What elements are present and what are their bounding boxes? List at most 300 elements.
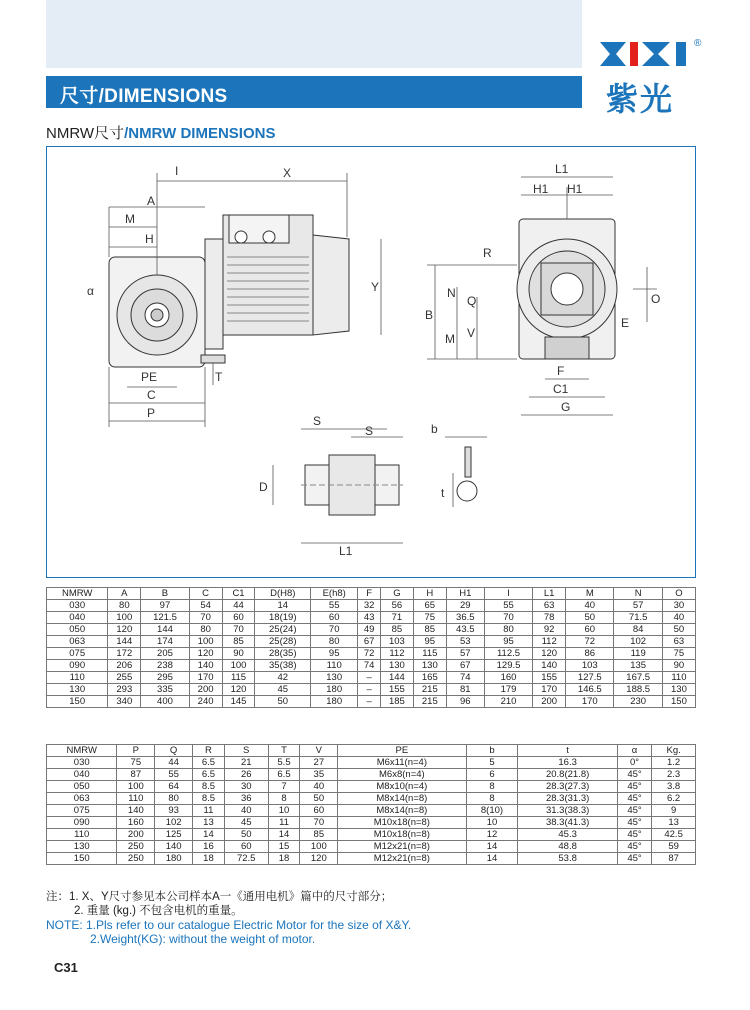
table-cell: 8(10) xyxy=(466,805,518,817)
table-cell: 100 xyxy=(300,841,338,853)
table-cell: 9 xyxy=(652,805,696,817)
table-cell: 206 xyxy=(108,660,141,672)
table-cell: 45 xyxy=(255,684,311,696)
table-cell: 255 xyxy=(108,672,141,684)
table-row xyxy=(47,853,696,865)
table-cell: 100 xyxy=(189,636,222,648)
table-cell: 32 xyxy=(358,600,381,612)
table-cell: 18 xyxy=(268,853,300,865)
table-cell: 50 xyxy=(224,829,268,841)
subtitle-en: /NMRW DIMENSIONS xyxy=(124,125,276,142)
table-cell: 135 xyxy=(614,660,662,672)
table-cell: 125 xyxy=(155,829,193,841)
table-cell: 60 xyxy=(566,624,614,636)
table-cell: 050 xyxy=(47,781,117,793)
table-header-row xyxy=(47,745,696,757)
table-cell: 27 xyxy=(300,757,338,769)
column-header: O xyxy=(662,588,695,600)
column-header: Kg. xyxy=(652,745,696,757)
table-cell: – xyxy=(358,672,381,684)
header-band xyxy=(46,0,582,68)
table-cell: 30 xyxy=(662,600,695,612)
label-S-1: S xyxy=(313,414,322,428)
table-cell: 160 xyxy=(117,817,155,829)
table-cell: 6 xyxy=(466,769,518,781)
label-V: V xyxy=(467,326,476,340)
table-cell: 170 xyxy=(533,684,566,696)
table-cell: 127.5 xyxy=(566,672,614,684)
dimensions-table-1 xyxy=(46,587,696,708)
table-cell: 120 xyxy=(222,684,255,696)
table-cell: M8x14(n=8) xyxy=(338,793,466,805)
table-cell: 180 xyxy=(311,696,358,708)
column-header: B xyxy=(141,588,189,600)
column-header: α xyxy=(617,745,651,757)
table-cell: 45° xyxy=(617,769,651,781)
table-cell: – xyxy=(358,696,381,708)
column-header: NMRW xyxy=(47,588,108,600)
table-cell: 063 xyxy=(47,793,117,805)
label-P: P xyxy=(147,406,156,420)
table-cell: 57 xyxy=(446,648,484,660)
table-cell: 200 xyxy=(117,829,155,841)
table-cell: 50 xyxy=(566,612,614,624)
column-header: G xyxy=(380,588,413,600)
label-L1: L1 xyxy=(555,162,569,176)
table-cell: 115 xyxy=(222,672,255,684)
table-cell: 11 xyxy=(193,805,225,817)
table-cell: 0° xyxy=(617,757,651,769)
table-cell: 144 xyxy=(108,636,141,648)
table-cell: M6x11(n=4) xyxy=(338,757,466,769)
table-cell: 050 xyxy=(47,624,108,636)
label-N: N xyxy=(447,286,456,300)
table-cell: 35 xyxy=(300,769,338,781)
table-cell: 140 xyxy=(533,660,566,672)
table-cell: 2.3 xyxy=(652,769,696,781)
table-cell: 030 xyxy=(47,600,108,612)
table-cell: 95 xyxy=(484,636,532,648)
table-cell: 80 xyxy=(311,636,358,648)
table-cell: 80 xyxy=(155,793,193,805)
table-cell: 93 xyxy=(155,805,193,817)
column-header: C1 xyxy=(222,588,255,600)
table-cell: 87 xyxy=(652,853,696,865)
note-en-1: NOTE: 1.Pls refer to our catalogue Electric Motor for the size of X&Y. xyxy=(46,918,412,932)
table-cell: 63 xyxy=(533,600,566,612)
table-cell: 170 xyxy=(566,696,614,708)
table-cell: 55 xyxy=(311,600,358,612)
table-body xyxy=(47,757,696,865)
table-cell: – xyxy=(358,684,381,696)
table-cell: 030 xyxy=(47,757,117,769)
table-cell: 70 xyxy=(311,624,358,636)
table-cell: 335 xyxy=(141,684,189,696)
table-cell: 040 xyxy=(47,612,108,624)
table-cell: 8 xyxy=(466,793,518,805)
column-header: C xyxy=(189,588,222,600)
table-cell: 10 xyxy=(466,817,518,829)
table-cell: 44 xyxy=(222,600,255,612)
table-cell: 59 xyxy=(652,841,696,853)
label-PE: PE xyxy=(141,370,158,384)
table-cell: 50 xyxy=(255,696,311,708)
table-cell: 188.5 xyxy=(614,684,662,696)
label-Q: Q xyxy=(467,294,477,308)
table-cell: 130 xyxy=(413,660,446,672)
table-cell: 63 xyxy=(662,636,695,648)
table-cell: 95 xyxy=(413,636,446,648)
label-L1-shaft: L1 xyxy=(339,544,353,558)
hollow-shaft-detail xyxy=(273,429,487,543)
table-cell: 36 xyxy=(224,793,268,805)
table-cell: 11 xyxy=(268,817,300,829)
table-row xyxy=(47,793,696,805)
table-cell: 85 xyxy=(222,636,255,648)
table-cell: 250 xyxy=(117,853,155,865)
label-t: t xyxy=(441,486,445,500)
table-cell: 96 xyxy=(446,696,484,708)
table-cell: 49 xyxy=(358,624,381,636)
table-cell: 35(38) xyxy=(255,660,311,672)
table-cell: 110 xyxy=(662,672,695,684)
table-cell: 100 xyxy=(117,781,155,793)
table-cell: 102 xyxy=(614,636,662,648)
table-cell: 40 xyxy=(566,600,614,612)
table-cell: 240 xyxy=(189,696,222,708)
table-cell: 43.5 xyxy=(446,624,484,636)
table-cell: 110 xyxy=(117,793,155,805)
table-cell: 110 xyxy=(47,829,117,841)
table-cell: 146.5 xyxy=(566,684,614,696)
ziguang-logo-icon xyxy=(596,40,696,70)
table-cell: 090 xyxy=(47,660,108,672)
table-cell: 293 xyxy=(108,684,141,696)
label-S-2: S xyxy=(365,424,374,438)
table-cell: 80 xyxy=(484,624,532,636)
dimension-drawing-svg xyxy=(47,147,697,579)
table-cell: 102 xyxy=(155,817,193,829)
table-cell: 130 xyxy=(47,684,108,696)
table-cell: 140 xyxy=(117,805,155,817)
table-cell: 95 xyxy=(311,648,358,660)
table-cell: 110 xyxy=(311,660,358,672)
table-cell: 60 xyxy=(222,612,255,624)
table-cell: 14 xyxy=(466,841,518,853)
table-cell: 18(19) xyxy=(255,612,311,624)
table-cell: 90 xyxy=(222,648,255,660)
table-cell: 70 xyxy=(222,624,255,636)
table-cell: 112 xyxy=(533,636,566,648)
table-cell: 130 xyxy=(311,672,358,684)
table-cell: 40 xyxy=(224,805,268,817)
column-header: b xyxy=(466,745,518,757)
table-cell: M12x21(n=8) xyxy=(338,853,466,865)
table-cell: 103 xyxy=(380,636,413,648)
column-header: PE xyxy=(338,745,466,757)
table-row xyxy=(47,672,696,684)
table-cell: 119 xyxy=(614,648,662,660)
table-row xyxy=(47,781,696,793)
table-cell: 14 xyxy=(193,829,225,841)
table-cell: 70 xyxy=(189,612,222,624)
table-cell: 28(35) xyxy=(255,648,311,660)
table-cell: 100 xyxy=(222,660,255,672)
table-cell: 28.3(27.3) xyxy=(518,781,617,793)
table-cell: 075 xyxy=(47,648,108,660)
table-cell: 5 xyxy=(466,757,518,769)
table-row xyxy=(47,841,696,853)
table-cell: 075 xyxy=(47,805,117,817)
table-cell: 60 xyxy=(300,805,338,817)
subtitle-cn: NMRW尺寸 xyxy=(46,125,125,142)
label-H1-right: H1 xyxy=(567,182,583,196)
table-row xyxy=(47,817,696,829)
label-M: M xyxy=(125,212,135,226)
column-header: V xyxy=(300,745,338,757)
label-Y: Y xyxy=(371,280,380,294)
table-cell: 063 xyxy=(47,636,108,648)
table-cell: 20.8(21.8) xyxy=(518,769,617,781)
table-cell: 57 xyxy=(614,600,662,612)
table-cell: 45° xyxy=(617,805,651,817)
table-row xyxy=(47,648,696,660)
table-cell: 38.3(41.3) xyxy=(518,817,617,829)
label-T: T xyxy=(215,370,223,384)
table-header-row xyxy=(47,588,696,600)
table-cell: 167.5 xyxy=(614,672,662,684)
table-cell: 28.3(31.3) xyxy=(518,793,617,805)
table-cell: M10x18(n=8) xyxy=(338,829,466,841)
table-cell: 85 xyxy=(413,624,446,636)
column-header: F xyxy=(358,588,381,600)
table-cell: 45° xyxy=(617,781,651,793)
label-X: X xyxy=(283,166,292,180)
gearbox-side-view xyxy=(517,219,617,359)
table-cell: 65 xyxy=(413,600,446,612)
table-cell: 48.8 xyxy=(518,841,617,853)
table-cell: 400 xyxy=(141,696,189,708)
column-header: t xyxy=(518,745,617,757)
label-E: E xyxy=(621,316,630,330)
table-cell: 72 xyxy=(566,636,614,648)
table-cell: 87 xyxy=(117,769,155,781)
column-header: D(H8) xyxy=(255,588,311,600)
label-I: I xyxy=(175,164,179,178)
note-en-2: 2.Weight(KG): without the weight of motor. xyxy=(90,932,316,946)
table-cell: 6.5 xyxy=(193,757,225,769)
table-cell: 29 xyxy=(446,600,484,612)
table-cell: 250 xyxy=(117,841,155,853)
table-row xyxy=(47,769,696,781)
table-row xyxy=(47,829,696,841)
table-cell: 25(28) xyxy=(255,636,311,648)
table-cell: 67 xyxy=(358,636,381,648)
table-cell: 238 xyxy=(141,660,189,672)
table-cell: 75 xyxy=(413,612,446,624)
table-cell: 16 xyxy=(193,841,225,853)
label-C1: C1 xyxy=(553,382,569,396)
label-alpha: α xyxy=(87,284,94,298)
table-cell: 112.5 xyxy=(484,648,532,660)
table-cell: 179 xyxy=(484,684,532,696)
table-cell: 85 xyxy=(380,624,413,636)
table-cell: 18 xyxy=(193,853,225,865)
table-row xyxy=(47,636,696,648)
table-cell: 174 xyxy=(141,636,189,648)
table-cell: 8 xyxy=(466,781,518,793)
table-cell: 45° xyxy=(617,853,651,865)
dimensions-table-2 xyxy=(46,744,696,865)
table-cell: 30 xyxy=(224,781,268,793)
column-header: S xyxy=(224,745,268,757)
column-header: H xyxy=(413,588,446,600)
label-C: C xyxy=(147,388,156,402)
table-cell: 295 xyxy=(141,672,189,684)
table-cell: 185 xyxy=(380,696,413,708)
table-cell: 60 xyxy=(224,841,268,853)
table-cell: 165 xyxy=(413,672,446,684)
table-cell: 40 xyxy=(662,612,695,624)
table-cell: 112 xyxy=(380,648,413,660)
table-row xyxy=(47,696,696,708)
table-cell: 205 xyxy=(141,648,189,660)
table-cell: M8x14(n=8) xyxy=(338,805,466,817)
table-cell: M12x21(n=8) xyxy=(338,841,466,853)
table-cell: 86 xyxy=(566,648,614,660)
table-cell: 97 xyxy=(141,600,189,612)
table-cell: 64 xyxy=(155,781,193,793)
table-cell: 53 xyxy=(446,636,484,648)
table-cell: 180 xyxy=(311,684,358,696)
table-cell: 45° xyxy=(617,793,651,805)
table-cell: 200 xyxy=(533,696,566,708)
column-header: M xyxy=(566,588,614,600)
column-header: L1 xyxy=(533,588,566,600)
table-cell: 145 xyxy=(222,696,255,708)
column-header: T xyxy=(268,745,300,757)
label-H1-left: H1 xyxy=(533,182,549,196)
table-cell: 170 xyxy=(189,672,222,684)
table-cell: 140 xyxy=(155,841,193,853)
table-cell: 84 xyxy=(614,624,662,636)
column-header: A xyxy=(108,588,141,600)
table-cell: 75 xyxy=(662,648,695,660)
note-cn-2: 2. 重量 (kg.) 不包含电机的重量。 xyxy=(74,905,243,917)
table-cell: 72.5 xyxy=(224,853,268,865)
table-cell: 150 xyxy=(47,853,117,865)
table-cell: 15 xyxy=(268,841,300,853)
table-cell: 8 xyxy=(268,793,300,805)
table-cell: 5.5 xyxy=(268,757,300,769)
table-cell: 60 xyxy=(311,612,358,624)
label-M-right: M xyxy=(445,332,455,346)
table-cell: 67 xyxy=(446,660,484,672)
table-cell: 55 xyxy=(155,769,193,781)
table-cell: 74 xyxy=(446,672,484,684)
table-cell: 6.5 xyxy=(268,769,300,781)
table-cell: 45° xyxy=(617,829,651,841)
table-cell: 8.5 xyxy=(193,781,225,793)
table-cell: 103 xyxy=(566,660,614,672)
table-cell: 13 xyxy=(193,817,225,829)
table-cell: 21 xyxy=(224,757,268,769)
table-cell: 150 xyxy=(662,696,695,708)
table-cell: 78 xyxy=(533,612,566,624)
label-B: B xyxy=(425,308,434,322)
table-cell: 120 xyxy=(533,648,566,660)
title-bar xyxy=(46,76,582,108)
table-cell: 71.5 xyxy=(614,612,662,624)
table-row xyxy=(47,805,696,817)
table-cell: 140 xyxy=(189,660,222,672)
table-cell: 80 xyxy=(108,600,141,612)
column-header: E(h8) xyxy=(311,588,358,600)
table-cell: 14 xyxy=(268,829,300,841)
table-cell: 55 xyxy=(484,600,532,612)
table-cell: 25(24) xyxy=(255,624,311,636)
table-cell: M8x10(n=4) xyxy=(338,781,466,793)
table-cell: 160 xyxy=(484,672,532,684)
table-cell: 13 xyxy=(652,817,696,829)
table-cell: 92 xyxy=(533,624,566,636)
table-cell: 172 xyxy=(108,648,141,660)
table-body xyxy=(47,600,696,708)
table-cell: 230 xyxy=(614,696,662,708)
table-cell: 200 xyxy=(189,684,222,696)
table-cell: 85 xyxy=(300,829,338,841)
table-cell: 45 xyxy=(224,817,268,829)
table-cell: 8.5 xyxy=(193,793,225,805)
table-cell: 6.2 xyxy=(652,793,696,805)
table-cell: 155 xyxy=(533,672,566,684)
table-cell: 129.5 xyxy=(484,660,532,672)
page-title: 尺寸/DIMENSIONS xyxy=(60,86,228,107)
table-cell: 115 xyxy=(413,648,446,660)
table-cell: 14 xyxy=(255,600,311,612)
table-row xyxy=(47,684,696,696)
table-cell: 144 xyxy=(380,672,413,684)
table-cell: 210 xyxy=(484,696,532,708)
note-cn-1: 注：1. X、Y尺寸参见本公司样本A一《通用电机》篇中的尺寸部分； xyxy=(46,891,393,903)
table-cell: 150 xyxy=(47,696,108,708)
table-cell: 74 xyxy=(358,660,381,672)
label-R: R xyxy=(483,246,492,260)
column-header: N xyxy=(614,588,662,600)
column-header: R xyxy=(193,745,225,757)
table-row xyxy=(47,600,696,612)
table-row xyxy=(47,757,696,769)
table-cell: 45° xyxy=(617,841,651,853)
label-H: H xyxy=(145,232,154,246)
table-cell: 54 xyxy=(189,600,222,612)
table-cell: 45.3 xyxy=(518,829,617,841)
table-cell: 90 xyxy=(662,660,695,672)
table-cell: 120 xyxy=(108,624,141,636)
table-cell: 80 xyxy=(189,624,222,636)
table-cell: 75 xyxy=(117,757,155,769)
table-cell: 155 xyxy=(380,684,413,696)
table-cell: 120 xyxy=(189,648,222,660)
table-cell: 42.5 xyxy=(652,829,696,841)
table-cell: M10x18(n=8) xyxy=(338,817,466,829)
table-cell: 340 xyxy=(108,696,141,708)
table-cell: 120 xyxy=(300,853,338,865)
table-row xyxy=(47,660,696,672)
table-cell: 110 xyxy=(47,672,108,684)
table-cell: 121.5 xyxy=(141,612,189,624)
column-header: I xyxy=(484,588,532,600)
